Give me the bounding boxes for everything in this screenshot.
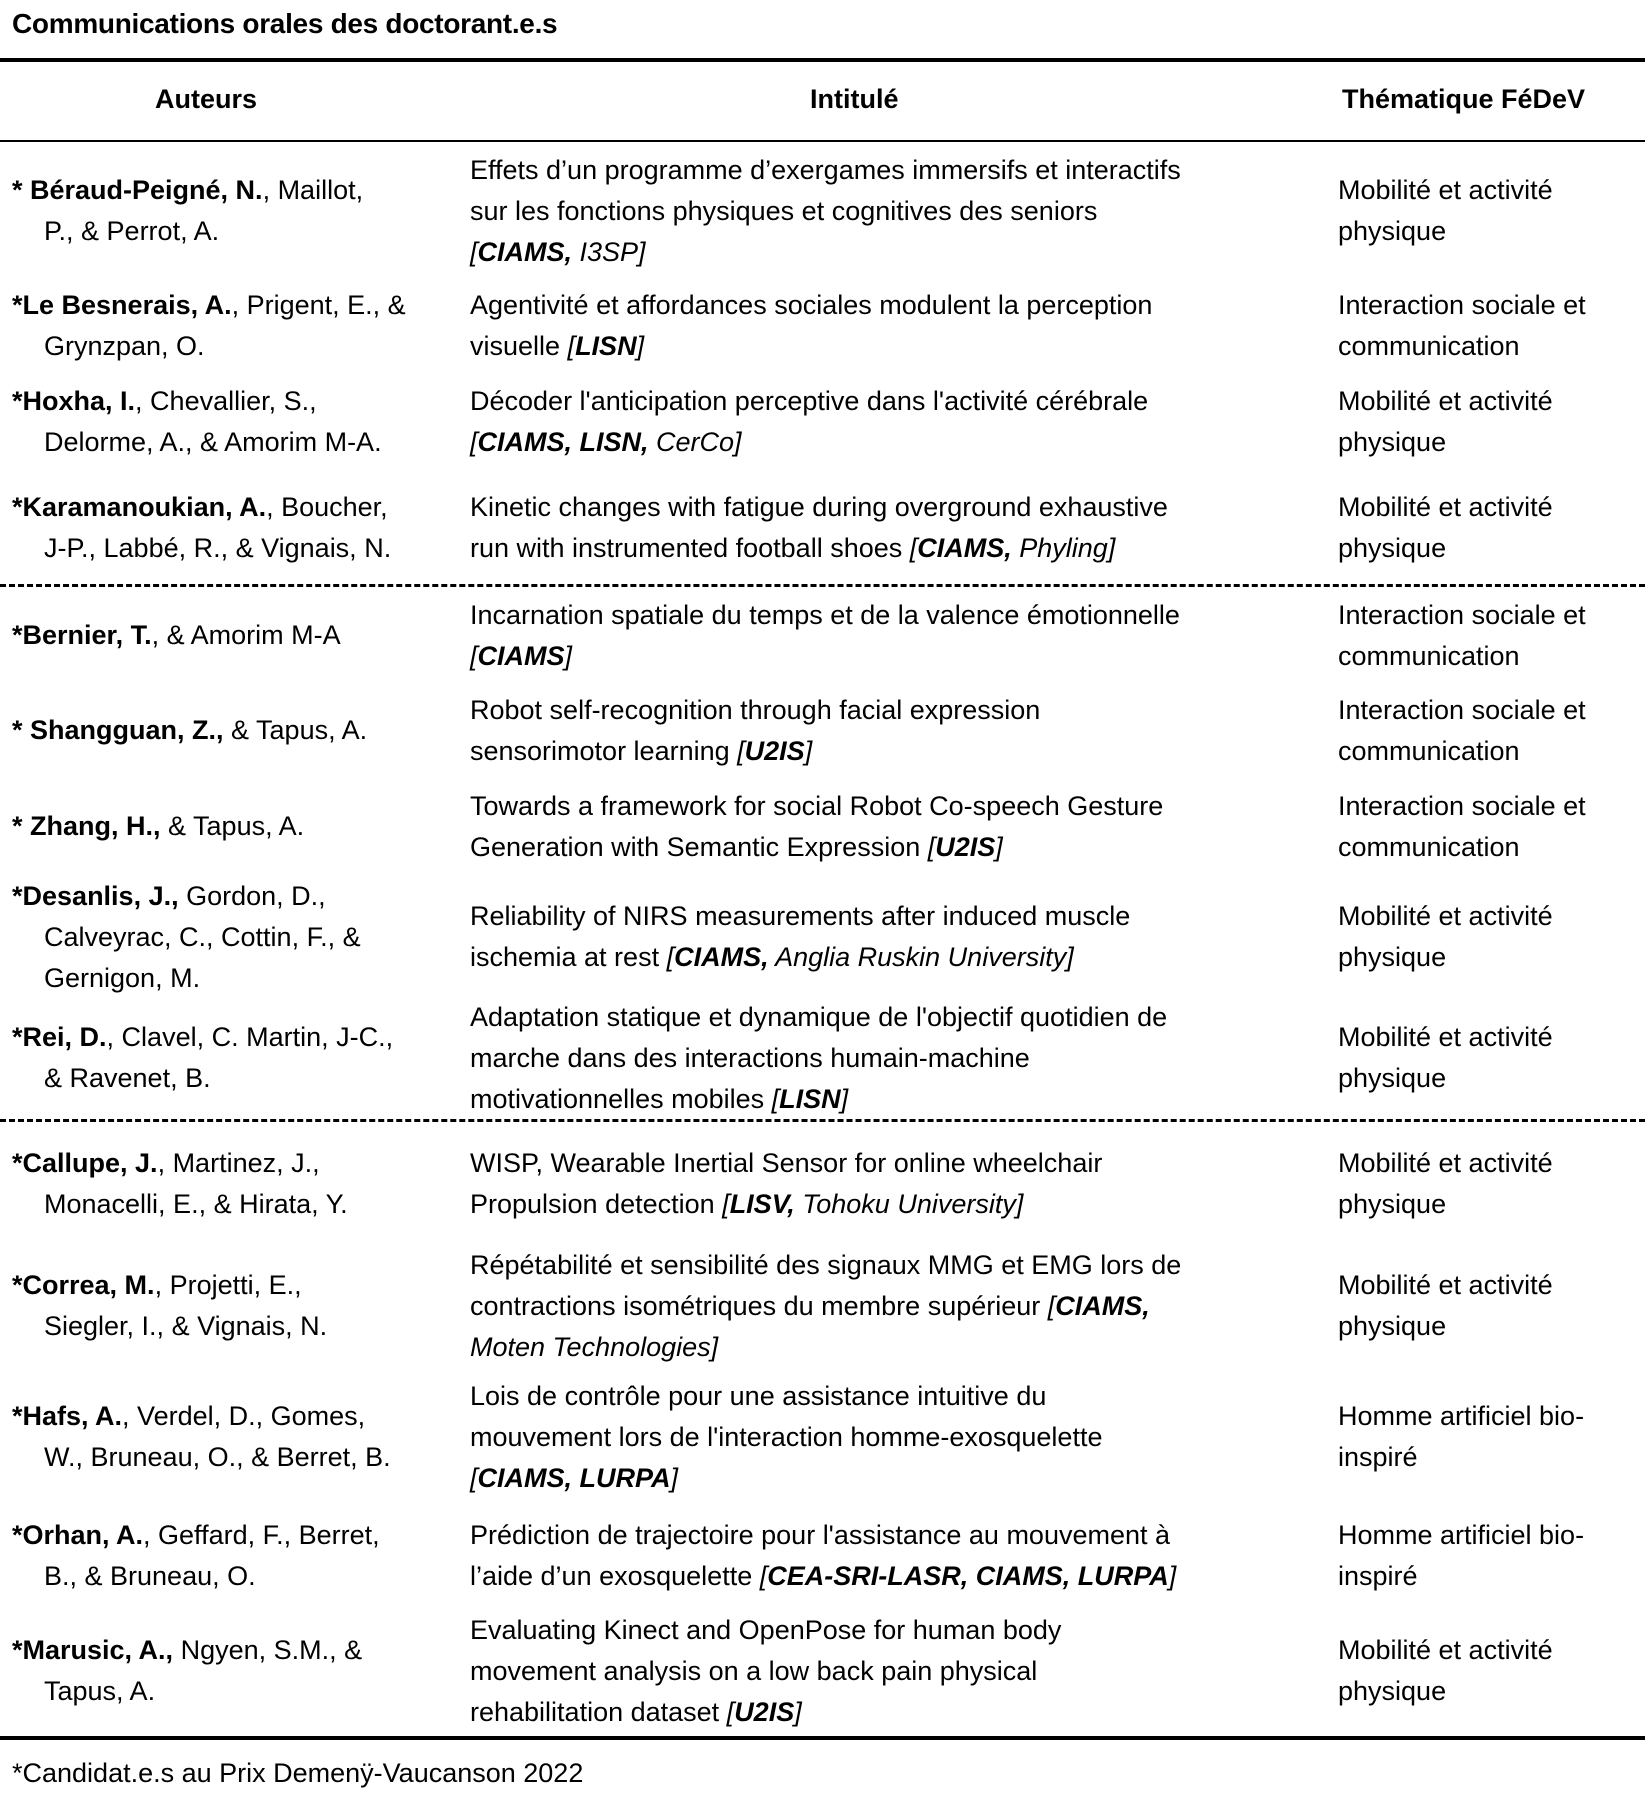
- table-header: [0, 84, 1645, 124]
- title-cell: Evaluating Kinect and OpenPose for human body movement analysis on a low back pain physical rehabilitation dataset [U2IS]: [470, 1615, 1062, 1727]
- header-theme: Thématique FéDeV: [1342, 84, 1586, 114]
- authors-cell: *Hoxha, I., Chevallier, S., Delorme, A., & Amorim M-A.: [12, 386, 382, 457]
- title-cell: Prédiction de trajectoire pour l'assistance au mouvement à l’aide d’un exosquelette [CEA-SRI-LASR, CIAMS, LURPA]: [470, 1520, 1177, 1591]
- theme-cell: Mobilité et activité physique: [1338, 1148, 1553, 1219]
- theme-cell: Mobilité et activité physique: [1338, 386, 1553, 457]
- title-cell: Adaptation statique et dynamique de l'objectif quotidien de marche dans des interactions humain-machine motivationnelles mobiles [LISN]: [470, 1002, 1168, 1114]
- title-cell: Kinetic changes with fatigue during overground exhaustive run with instrumented football shoes [CIAMS, Phyling]: [470, 492, 1168, 563]
- title-cell: Effets d’un programme d’exergames immersifs et interactifs sur les fonctions physiques et cognitives des seniors [CIAMS, I3SP]: [470, 155, 1181, 267]
- theme-cell: Mobilité et activité physique: [1338, 492, 1553, 563]
- theme-cell: Interaction sociale et communication: [1338, 600, 1586, 671]
- theme-cell: Interaction sociale et communication: [1338, 791, 1586, 862]
- bottom-rule: [0, 1736, 1645, 1740]
- header-rule: [0, 140, 1645, 142]
- title-cell: Décoder l'anticipation perceptive dans l'activité cérébrale [CIAMS, LISN, CerCo]: [470, 386, 1149, 457]
- authors-cell: *Correa, M., Projetti, E., Siegler, I., & Vignais, N.: [12, 1270, 328, 1341]
- footnote: *Candidat.e.s au Prix Demenÿ-Vaucanson 2022: [12, 1758, 584, 1788]
- theme-cell: Mobilité et activité physique: [1338, 1270, 1553, 1341]
- theme-cell: Interaction sociale et communication: [1338, 290, 1586, 361]
- title-cell: WISP, Wearable Inertial Sensor for online wheelchair Propulsion detection [LISV, Tohoku University]: [470, 1148, 1103, 1219]
- authors-cell: *Orhan, A., Geffard, F., Berret, B., & Bruneau, O.: [12, 1520, 380, 1591]
- theme-cell: Mobilité et activité physique: [1338, 175, 1553, 246]
- authors-cell: * Zhang, H., & Tapus, A.: [12, 811, 305, 841]
- group-divider: [0, 584, 1645, 587]
- theme-cell: Mobilité et activité physique: [1338, 1022, 1553, 1093]
- authors-cell: *Karamanoukian, A., Boucher, J-P., Labbé, R., & Vignais, N.: [12, 492, 392, 563]
- authors-cell: *Callupe, J., Martinez, J., Monacelli, E., & Hirata, Y.: [12, 1148, 348, 1219]
- theme-cell: Interaction sociale et communication: [1338, 695, 1586, 766]
- title-cell: Lois de contrôle pour une assistance intuitive du mouvement lors de l'interaction homme-exosquelette [CIAMS, LURPA]: [470, 1381, 1103, 1493]
- authors-cell: * Shangguan, Z., & Tapus, A.: [12, 715, 368, 745]
- title-cell: Robot self-recognition through facial expression sensorimotor learning [U2IS]: [470, 695, 1041, 766]
- authors-cell: * Béraud-Peigné, N., Maillot, P., & Perrot, A.: [12, 175, 364, 246]
- document-title: Communications orales des doctorant.e.s: [12, 8, 558, 39]
- title-cell: Reliability of NIRS measurements after induced muscle ischemia at rest [CIAMS, Anglia Ruskin University]: [470, 901, 1131, 972]
- header-title: Intitulé: [810, 84, 899, 114]
- title-cell: Agentivité et affordances sociales modulent la perception visuelle [LISN]: [470, 290, 1153, 361]
- top-rule: [0, 58, 1645, 62]
- group-divider: [0, 1119, 1645, 1122]
- header-authors: Auteurs: [155, 84, 258, 114]
- authors-cell: *Le Besnerais, A., Prigent, E., & Grynzpan, O.: [12, 290, 406, 361]
- title-cell: Towards a framework for social Robot Co-speech Gesture Generation with Semantic Expression [U2IS]: [470, 791, 1164, 862]
- title-cell: Répétabilité et sensibilité des signaux MMG et EMG lors de contractions isométriques du membre supérieur [CIAMS, Moten Technologies]: [470, 1250, 1182, 1362]
- authors-cell: *Hafs, A., Verdel, D., Gomes, W., Bruneau, O., & Berret, B.: [12, 1401, 391, 1472]
- theme-cell: Homme artificiel bio- inspiré: [1338, 1520, 1585, 1591]
- authors-cell: *Rei, D., Clavel, C. Martin, J-C., & Ravenet, B.: [12, 1022, 394, 1093]
- theme-cell: Mobilité et activité physique: [1338, 1635, 1553, 1706]
- title-cell: Incarnation spatiale du temps et de la valence émotionnelle [CIAMS]: [470, 600, 1180, 671]
- theme-cell: Mobilité et activité physique: [1338, 901, 1553, 972]
- authors-cell: *Marusic, A., Ngyen, S.M., & Tapus, A.: [12, 1635, 363, 1706]
- authors-cell: *Bernier, T., & Amorim M-A: [12, 620, 341, 650]
- authors-cell: *Desanlis, J., Gordon, D., Calveyrac, C., Cottin, F., & Gernigon, M.: [12, 881, 361, 993]
- theme-cell: Homme artificiel bio- inspiré: [1338, 1401, 1585, 1472]
